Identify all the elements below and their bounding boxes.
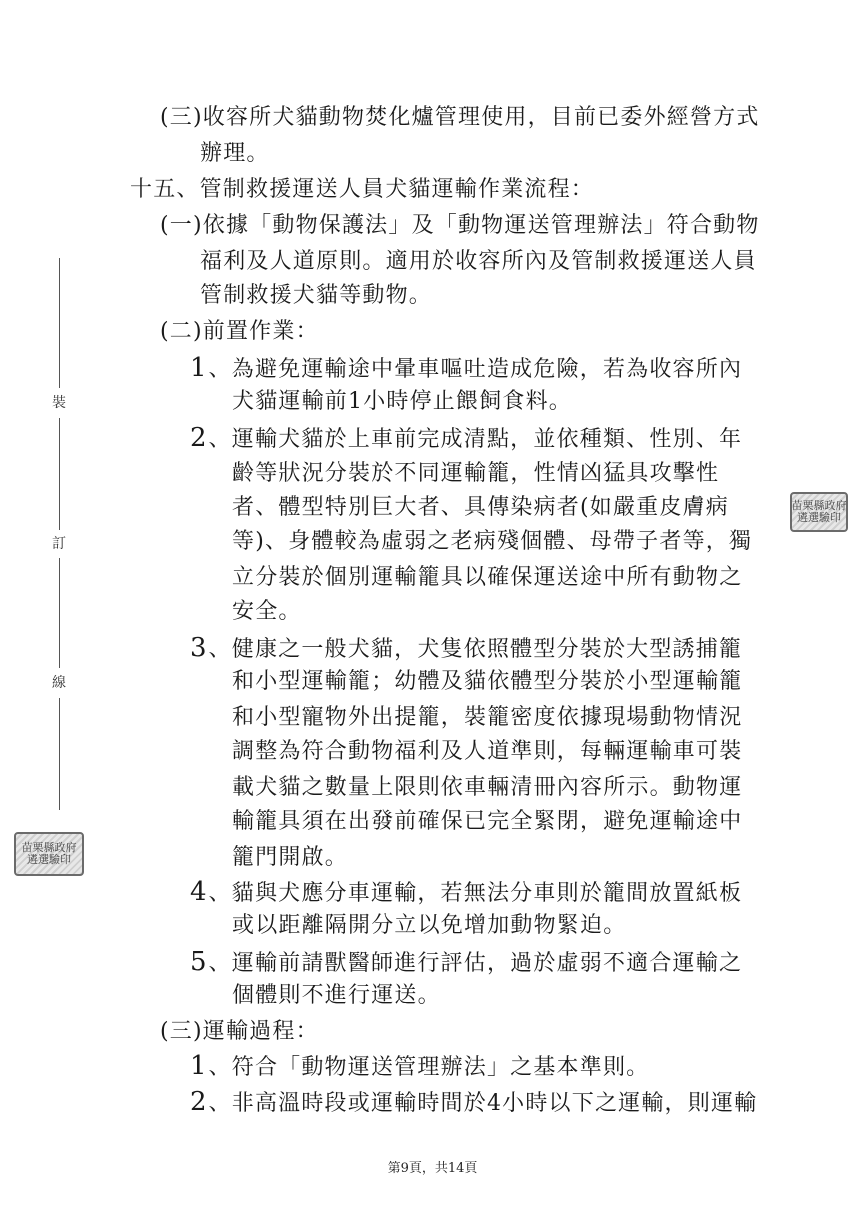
item-2-line-4: 等)、身體較為虛弱之老病殘個體、母帶子者等，獨 — [232, 529, 753, 554]
item-5-text-1: 、運輸前請獸醫師進行評估，過於虛弱不適合運輸之 — [208, 951, 743, 976]
binding-line-mid1 — [59, 418, 60, 530]
item-4-line-1 — [190, 878, 742, 908]
item-3-line-6: 輸籠具須在出發前確保已完全緊閉，避免運輸途中 — [232, 809, 743, 834]
seal-stamp-left — [14, 832, 84, 876]
sub-3-heading: (三)運輸過程： — [160, 1019, 319, 1044]
page-footer: 第9頁，共14頁 — [387, 1161, 478, 1176]
binding-line-mid2 — [59, 558, 60, 668]
binding-char-2: 訂 — [52, 536, 66, 552]
item-3-line-2: 和小型運輸籠；幼體及貓依體型分裝於小型運輸籠 — [232, 669, 743, 694]
stamp-right-line-2: 遴選驗印 — [797, 511, 841, 524]
item-4-number: 4 — [190, 877, 207, 907]
step-1-line-1 — [190, 1052, 649, 1082]
item-2-line-3: 者、體型特別巨大者、具傳染病者(如嚴重皮膚病 — [232, 495, 729, 520]
step-1-text-1: 、符合「動物運送管理辦法」之基本準則。 — [208, 1055, 650, 1080]
stamp-left-line-2: 遴選驗印 — [27, 853, 71, 866]
item-2-line-6: 安全。 — [232, 599, 302, 624]
item-4-line-2: 或以距離隔開分立以免增加動物緊迫。 — [232, 913, 627, 938]
item-3-text-1: 、健康之一般犬貓，犬隻依照體型分裝於大型誘捕籠 — [208, 637, 743, 662]
item-3-line-3: 和小型寵物外出提籠，裝籠密度依據現場動物情況 — [232, 705, 743, 730]
item-4-text-1: 、貓與犬應分車運輸，若無法分車則於籠間放置紙板 — [208, 881, 743, 906]
para-3-line-1: (三)收容所犬貓動物焚化爐管理使用，目前已委外經營方式 — [160, 105, 760, 130]
binding-char-1: 裝 — [52, 395, 66, 411]
binding-char-3: 線 — [52, 675, 66, 691]
item-2-line-2: 齡等狀況分裝於不同運輸籠，性情凶猛具攻擊性 — [232, 461, 720, 486]
item-5-line-2: 個體則不進行運送。 — [232, 983, 441, 1008]
item-1-line-2: 犬貓運輸前1小時停止餵飼食料。 — [232, 389, 572, 414]
stamp-right-line-1: 苗栗縣政府 — [791, 499, 847, 512]
binding-line-bottom — [59, 698, 60, 810]
binding-line-top — [59, 258, 60, 388]
item-3-line-4: 調整為符合動物福利及人道準則，每輛運輸車可裝 — [232, 739, 743, 764]
section-15-heading: 十五、管制救援運送人員犬貓運輸作業流程： — [130, 177, 595, 202]
sub-1-line-1: (一)依據「動物保護法」及「動物運送管理辦法」符合動物 — [160, 213, 760, 238]
item-1-text-1: 、為避免運輸途中暈車嘔吐造成危險，若為收容所內 — [208, 357, 743, 382]
item-3-number: 3 — [190, 633, 207, 663]
item-2-line-5: 立分裝於個別運輸籠具以確保運送途中所有動物之 — [232, 565, 743, 590]
item-5-number: 5 — [190, 947, 207, 977]
sub-1-line-2: 福利及人道原則。適用於收容所內及管制救援運送人員 — [200, 249, 757, 274]
item-2-number: 2 — [190, 423, 207, 453]
item-3-line-5: 載犬貓之數量上限則依車輛清冊內容所示。動物運 — [232, 775, 743, 800]
step-2-line-1 — [190, 1088, 757, 1118]
item-1-line-1 — [190, 354, 742, 384]
item-2-line-1 — [190, 424, 742, 454]
sub-1-line-3: 管制救援犬貓等動物。 — [200, 283, 433, 308]
item-2-text-1: 、運輸犬貓於上車前完成清點，並依種類、性別、年 — [208, 427, 743, 452]
step-2-text-1: 、非高溫時段或運輸時間於4小時以下之運輸，則運輸 — [208, 1091, 758, 1116]
item-1-number: 1 — [190, 353, 207, 383]
sub-2-heading: (二)前置作業： — [160, 319, 319, 344]
seal-stamp-right — [790, 492, 848, 532]
step-2-number: 2 — [190, 1087, 207, 1117]
item-3-line-1 — [190, 634, 742, 664]
item-3-line-7: 籠門開啟。 — [232, 845, 349, 870]
item-5-line-1 — [190, 948, 742, 978]
step-1-number: 1 — [190, 1051, 207, 1081]
para-3-line-2: 辦理。 — [200, 141, 270, 166]
stamp-left-line-1: 苗栗縣政府 — [21, 841, 77, 854]
